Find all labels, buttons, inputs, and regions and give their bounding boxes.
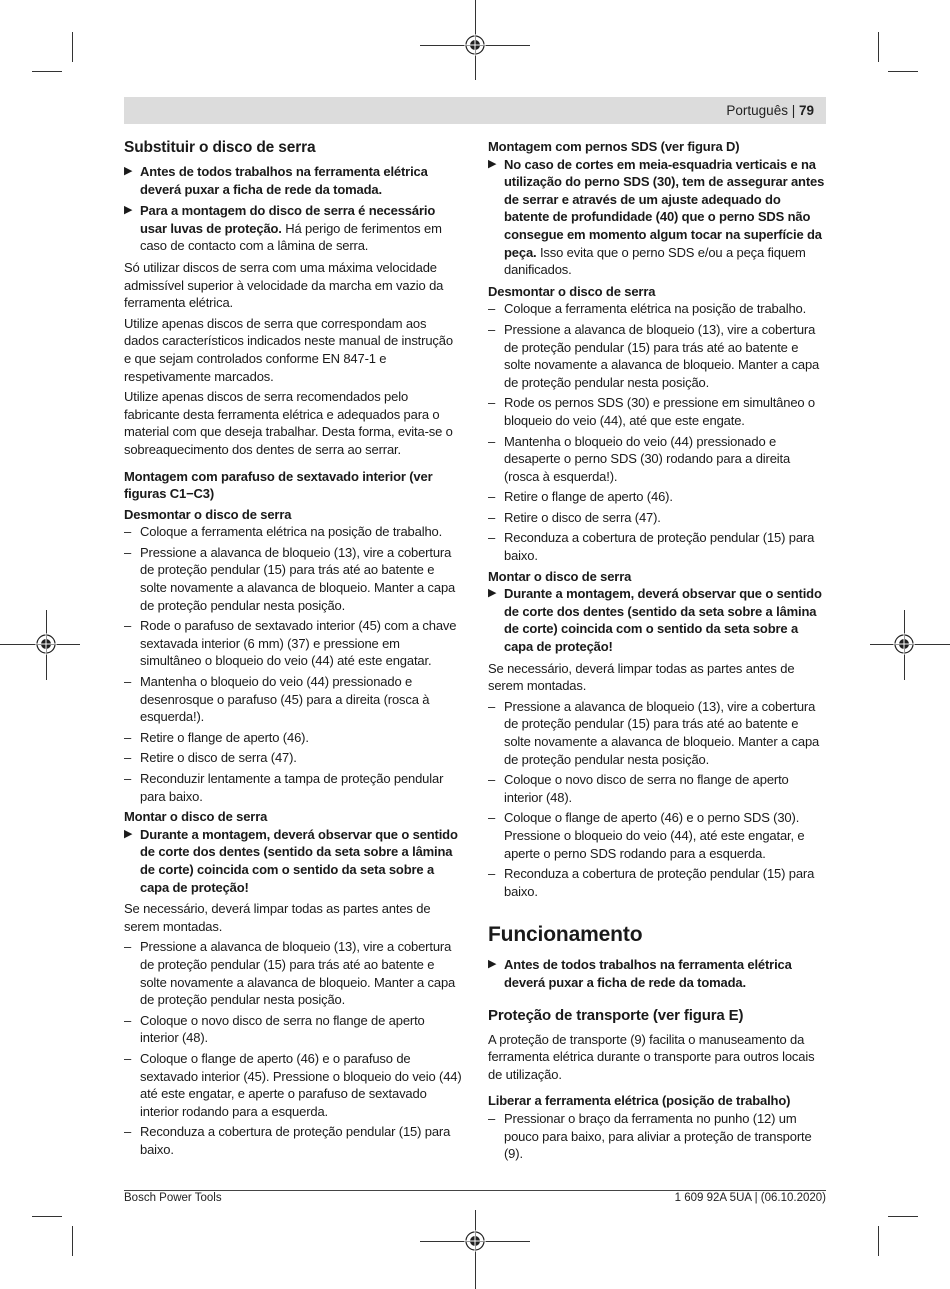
warning-text: Durante a montagem, deverá observar que o sentido de corte dos dentes (sentido da seta sobre a lâmina de corte) coincida com o sentido da seta sobre a capa de proteção! — [140, 826, 458, 895]
left-column — [124, 138, 462, 1161]
arrow-bullet-icon: ▶ — [124, 204, 133, 217]
warning-item — [124, 202, 462, 255]
list-item: – Coloque o novo disco de serra no flange de aperto interior (48). — [124, 1012, 462, 1047]
list-item: – Retire o disco de serra (47). — [124, 749, 462, 767]
list-item: – Reconduza a cobertura de proteção pendular (15) para baixo. — [488, 865, 826, 900]
warning-text — [504, 156, 826, 279]
list-item-text: Reconduza a cobertura de proteção pendular (15) para baixo. — [504, 530, 815, 564]
subsection-title: Montar o disco de serra — [124, 809, 268, 825]
list-item: – Pressione a alavanca de bloqueio (13), vire a cobertura de proteção pendular (15) para trás até ao batente e solte novamente a alavanca de bloqueio. Manter a capa de proteção pendular nesta posição. — [124, 544, 462, 614]
list-item: – Reconduza a cobertura de proteção pendular (15) para baixo. — [124, 1123, 462, 1158]
registration-mark-icon — [464, 34, 486, 56]
list-item-text: Coloque a ferramenta elétrica na posição de trabalho. — [504, 301, 807, 317]
paragraph: Se necessário, deverá limpar todas as partes antes de serem montadas. — [124, 901, 431, 934]
list-item-text: Retire o disco de serra (47). — [140, 750, 297, 766]
list-item-text: Mantenha o bloqueio do veio (44) pressionado e desenrosque o parafuso (45) para a direita (rosca à esquerda!). — [140, 674, 430, 725]
list-item-text: Pressione a alavanca de bloqueio (13), vire a cobertura de proteção pendular (15) para trás até ao batente e solte novamente a alavanca de bloqueio. Manter a capa de proteção pendular nesta posição. — [504, 698, 820, 767]
list-item-text: Pressione a alavanca de bloqueio (13), vire a cobertura de proteção pendular (15) para trás até ao batente e solte novamente a alavanca de bloqueio. Manter a capa de proteção pendular nesta posição. — [140, 544, 456, 613]
registration-mark-icon — [35, 633, 57, 655]
warning-normal: Há perigo de ferimentos em caso de contacto com a lâmina de serra. — [140, 220, 442, 254]
list-item-text: Retire o disco de serra (47). — [504, 509, 661, 525]
chapter-title: Funcionamento — [488, 923, 643, 947]
list-item-text: Retire o flange de aperto (46). — [140, 729, 309, 745]
paragraph: Só utilizar discos de serra com uma máxima velocidade admissível superior à velocidade da marcha em vazio da ferramenta elétrica. — [124, 259, 444, 311]
warning-item — [488, 156, 826, 279]
section-title: Proteção de transporte (ver figura E) — [488, 1006, 744, 1024]
list-item-text: Pressionar o braço da ferramenta no punho (12) um pouco para baixo, para aliviar a proteção de transporte (9). — [504, 1110, 812, 1162]
list-item: – Coloque o flange de aperto (46) e o perno SDS (30). Pressione o bloqueio do veio (44), até este engatar, e aperte o perno SDS rodando para a esquerda. — [488, 809, 826, 862]
list-item: – Pressione a alavanca de bloqueio (13), vire a cobertura de proteção pendular (15) para trás até ao batente e solte novamente a alavanca de bloqueio. Manter a capa de proteção pendular nesta posição. — [124, 938, 462, 1008]
list-item: – Coloque a ferramenta elétrica na posição de trabalho. — [124, 523, 462, 541]
arrow-bullet-icon: ▶ — [124, 165, 133, 177]
warning-item — [488, 956, 826, 991]
arrow-bullet-icon: ▶ — [488, 157, 497, 170]
list-item: – Rode os pernos SDS (30) e pressione em simultâneo o bloqueio do veio (44), até que este engate. — [488, 394, 826, 429]
page-number: 79 — [798, 103, 814, 118]
list-item: – Coloque o flange de aperto (46) e o parafuso de sextavado interior (45). Pressione o bloqueio do veio (44) até este engatar, e aperte o parafuso de sextavado interior rodando para a esquerda. — [124, 1050, 462, 1119]
list-item-text: Coloque o flange de aperto (46) e o parafuso de sextavado interior (45). Pressione o bloqueio do veio (44) até este engatar, e aperte o parafuso de sextavado interior rodando para a esquerda. — [140, 1050, 462, 1119]
list-item-text: Retire o flange de aperto (46). — [504, 489, 673, 505]
list-item-text: Coloque o novo disco de serra no flange de aperto interior (48). — [504, 772, 789, 805]
warning-text: Antes de todos trabalhos na ferramenta elétrica deverá puxar a ficha de rede da tomada. — [504, 957, 792, 990]
registration-mark-icon — [893, 633, 915, 655]
paragraph: A proteção de transporte (9) facilita o manuseamento da ferramenta elétrica durante o transporte para outros locais de utilização. — [488, 1031, 815, 1082]
header-bar — [124, 97, 826, 124]
warning-item — [488, 585, 826, 655]
list-item: – Reconduzir lentamente a tampa de proteção pendular para baixo. — [124, 770, 462, 805]
subsection-title: Montagem com parafuso de sextavado interior (ver figuras C1−C3) — [124, 468, 433, 502]
warning-bold: No caso de cortes em meia-esquadria verticais e na utilização do perno SDS (30), tem de assegurar antes de serrar e através de um ajuste adequado do batente de profundidade (40) que o perno SDS não consegue em momento algum tocar na superfície da peça. — [504, 156, 825, 260]
list-item: – Rode o parafuso de sextavado interior (45) com a chave sextavada interior (6 mm) (37) e pressione em simultâneo o bloqueio do veio (44) até este engatar. — [124, 617, 462, 670]
list-item-text: Mantenha o bloqueio do veio (44) pressionado e desaperte o perno SDS (30) rodando para a direita (rosca à esquerda!). — [504, 433, 791, 484]
subsection-title: Desmontar o disco de serra — [124, 506, 292, 522]
crop-mark — [888, 1216, 918, 1217]
warning-normal: Isso evita que o perno SDS e/ou a peça fiquem danificados. — [504, 244, 806, 278]
subsection-title: Liberar a ferramenta elétrica (posição de trabalho) — [488, 1093, 791, 1109]
right-column — [488, 138, 826, 1166]
list-item-text: Pressione a alavanca de bloqueio (13), vire a cobertura de proteção pendular (15) para trás até ao batente e solte novamente a alavanca de bloqueio. Manter a capa de proteção pendular nesta posição. — [504, 321, 820, 390]
list-item: – Mantenha o bloqueio do veio (44) pressionado e desaperte o perno SDS (30) rodando para a direita (rosca à esquerda!). — [488, 433, 826, 486]
list-item-text: Rode o parafuso de sextavado interior (45) com a chave sextavada interior (6 mm) (37) e pressione em simultâneo o bloqueio do veio (44) até este engatar. — [140, 618, 457, 669]
paragraph: Utilize apenas discos de serra que correspondam aos dados característicos indicados neste manual de instrução e que sejam controlados conforme EN 847-1 e respetivamente marcados. — [124, 315, 453, 384]
list-item-text: Reconduza a cobertura de proteção pendular (15) para baixo. — [140, 1124, 451, 1157]
arrow-bullet-icon: ▶ — [488, 958, 497, 971]
list-item-text: Rode os pernos SDS (30) e pressione em simultâneo o bloqueio do veio (44), até que este engate. — [504, 395, 816, 428]
list-item-text: Coloque o novo disco de serra no flange de aperto interior (48). — [140, 1012, 425, 1046]
list-item: – Pressione a alavanca de bloqueio (13), vire a cobertura de proteção pendular (15) para trás até ao batente e solte novamente a alavanca de bloqueio. Manter a capa de proteção pendular nesta posição. — [488, 698, 826, 768]
footer-brand: Bosch Power Tools — [124, 1192, 222, 1204]
paragraph: Se necessário, deverá limpar todas as partes antes de serem montadas. — [488, 660, 795, 694]
list-item: – Pressionar o braço da ferramenta no punho (12) um pouco para baixo, para aliviar a proteção de transporte (9). — [488, 1110, 826, 1163]
list-item-text: Coloque o flange de aperto (46) e o perno SDS (30). Pressione o bloqueio do veio (44), até este engatar, e aperte o perno SDS rodando para a esquerda. — [504, 810, 805, 861]
arrow-bullet-icon: ▶ — [488, 587, 497, 600]
crop-mark — [888, 71, 918, 72]
list-item: – Coloque o novo disco de serra no flange de aperto interior (48). — [488, 771, 826, 806]
section-title: Substituir o disco de serra — [124, 139, 316, 156]
list-item: – Coloque a ferramenta elétrica na posição de trabalho. — [488, 300, 826, 318]
crop-mark — [72, 1226, 73, 1256]
list-item: – Retire o flange de aperto (46). — [124, 729, 462, 747]
arrow-bullet-icon: ▶ — [124, 827, 133, 840]
warning-text: Antes de todos trabalhos na ferramenta elétrica deverá puxar a ficha de rede da tomada. — [140, 164, 428, 197]
subsection-title: Desmontar o disco de serra — [488, 283, 656, 299]
subsection-title: Montagem com pernos SDS (ver figura D) — [488, 139, 740, 154]
list-item: – Retire o flange de aperto (46). — [488, 488, 826, 506]
list-item: – Mantenha o bloqueio do veio (44) pressionado e desenrosque o parafuso (45) para a direita (rosca à esquerda!). — [124, 673, 462, 726]
warning-item — [124, 826, 462, 896]
list-item: – Pressione a alavanca de bloqueio (13), vire a cobertura de proteção pendular (15) para trás até ao batente e solte novamente a alavanca de bloqueio. Manter a capa de proteção pendular nesta posição. — [488, 321, 826, 391]
crop-mark — [32, 71, 62, 72]
warning-item — [124, 163, 462, 198]
paragraph: Utilize apenas discos de serra recomendados pelo fabricante desta ferramenta elétrica e adequados para o material com que deseja trabalhar. Desta forma, evita-se o sobreaquecimento dos dentes de serra ao serrar. — [124, 389, 453, 457]
crop-mark — [32, 1216, 62, 1217]
list-item-text: Reconduzir lentamente a tampa de proteção pendular para baixo. — [140, 771, 444, 804]
page-header: Português | 79 — [726, 103, 814, 118]
subsection-title: Montar o disco de serra — [488, 568, 632, 584]
warning-text: Durante a montagem, deverá observar que o sentido de corte dos dentes (sentido da seta sobre a lâmina de corte) coincida com o sentido da seta sobre a capa de proteção! — [504, 586, 822, 655]
header-language: Português — [726, 103, 788, 118]
registration-mark-icon — [464, 1230, 486, 1252]
crop-mark — [878, 32, 879, 62]
list-item-text: Coloque a ferramenta elétrica na posição de trabalho. — [140, 524, 443, 540]
list-item-text: Reconduza a cobertura de proteção pendular (15) para baixo. — [504, 866, 815, 899]
list-item: – Retire o disco de serra (47). — [488, 509, 826, 527]
list-item-text: Pressione a alavanca de bloqueio (13), vire a cobertura de proteção pendular (15) para trás até ao batente e solte novamente a alavanca de bloqueio. Manter a capa de proteção pendular nesta posição. — [140, 939, 456, 1008]
footer-rule — [124, 1190, 826, 1191]
crop-mark — [72, 32, 73, 62]
footer-doc-id: 1 609 92A 5UA | (06.10.2020) — [674, 1192, 826, 1204]
crop-mark — [878, 1226, 879, 1256]
list-item: – Reconduza a cobertura de proteção pendular (15) para baixo. — [488, 529, 826, 564]
warning-text — [140, 202, 462, 255]
warning-bold: Para a montagem do disco de serra é necessário usar luvas de proteção. — [140, 203, 436, 236]
